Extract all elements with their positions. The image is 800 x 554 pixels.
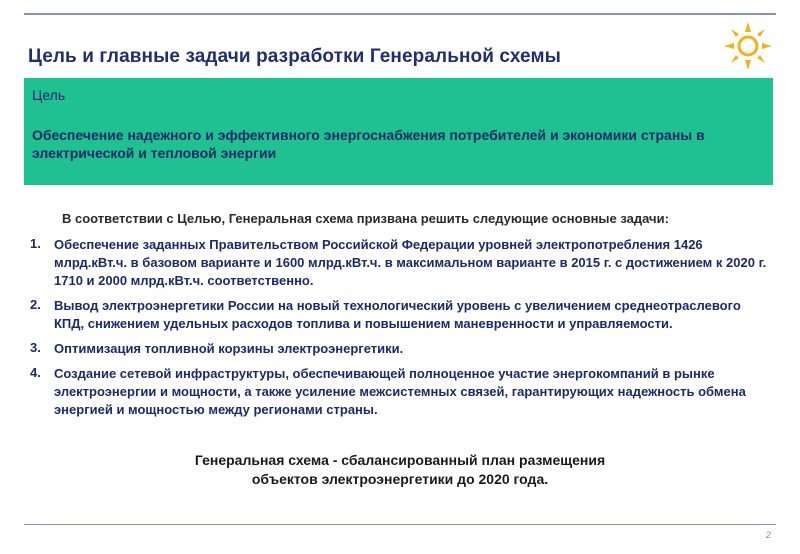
conclusion-line-1: Генеральная схема - сбалансированный план размещения bbox=[194, 452, 606, 468]
task-number: 3. bbox=[30, 340, 41, 355]
task-item bbox=[30, 365, 772, 419]
task-number: 1. bbox=[30, 236, 41, 251]
task-number: 2. bbox=[30, 297, 41, 312]
slide-title: Цель и главные задачи разработки Генеральной схемы bbox=[28, 46, 561, 67]
top-rule bbox=[24, 13, 776, 15]
goal-label: Цель bbox=[32, 87, 66, 103]
task-text: Оптимизация топливной корзины электроэнергетики. bbox=[54, 341, 404, 356]
goal-box bbox=[24, 78, 773, 185]
sun-logo-icon bbox=[722, 20, 774, 72]
task-item bbox=[30, 297, 772, 333]
tasks-intro: В соответствии с Целью, Генеральная схема призвана решить следующие основные задачи: bbox=[62, 211, 669, 226]
task-text: Вывод электроэнергетики России на новый технологический уровень с увеличением среднеотраслевого КПД, снижением удельных расходов топлива и повышением маневренности и управляемости. bbox=[54, 298, 741, 331]
task-text: Создание сетевой инфраструктуры, обеспечивающей полноценное участие энергокомпаний в рынке электроэнергии и мощности, а также усиление межсистемных связей, гарантирующих надежность обмена энергией и мощностью между регионами страны. bbox=[54, 366, 746, 417]
goal-text: Обеспечение надежного и эффективного энергоснабжения потребителей и экономики страны в электрической и тепловой энергии bbox=[32, 127, 705, 161]
bottom-rule bbox=[24, 524, 776, 525]
conclusion bbox=[0, 451, 800, 489]
task-item bbox=[30, 340, 772, 358]
conclusion-line-2: объектов электроэнергетики до 2020 года. bbox=[251, 471, 549, 487]
task-text: Обеспечение заданных Правительством Российской Федерации уровней электропотребления 1426 млрд.кВт.ч. в базовом варианте и 1600 млрд.кВт.ч. в максимальном варианте в 2015 г. с достижением к 2020 г. 1710 и 2000 млрд.кВт.ч. соответственно. bbox=[54, 237, 767, 288]
task-item bbox=[30, 236, 772, 290]
page-number: 2 bbox=[766, 530, 772, 540]
tasks-list bbox=[30, 236, 772, 426]
task-number: 4. bbox=[30, 365, 41, 380]
